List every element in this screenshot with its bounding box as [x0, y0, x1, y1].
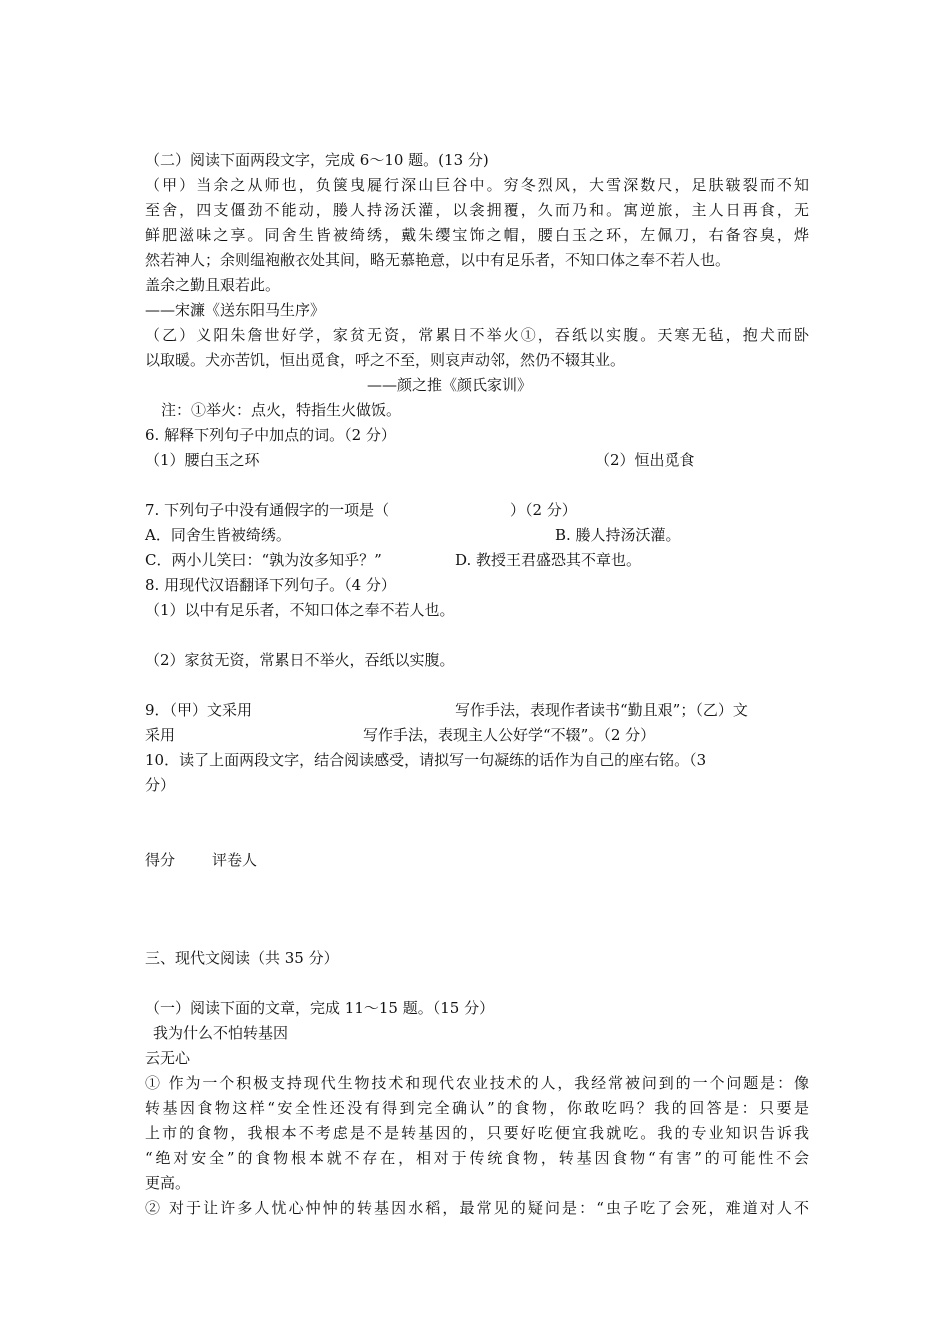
question-8-item-1: （1）以中有足乐者，不知口体之奉不若人也。: [145, 601, 455, 619]
passage-jia-line: 至舍，四支僵劲不能动，媵人持汤沃灌，以衾拥覆，久而乃和。寓逆旅，主人日再食，无: [145, 201, 809, 219]
passage-jia-line: 盖余之勤且艰若此。: [145, 276, 281, 294]
question-6: 6. 解释下列句子中加点的词。（2 分）: [145, 426, 396, 444]
question-9-part-1: 9．（甲）文采用: [145, 701, 253, 719]
question-7-option-a: A．同舍生皆被绮绣。: [145, 526, 291, 544]
passage-jia-line: 鲜肥滋味之享。同舍生皆被绮绣，戴朱缨宝饰之帽，腰白玉之环，左佩刀，右备容臭，烨: [145, 226, 809, 244]
question-6-item-1: （1）腰白玉之环: [145, 451, 260, 469]
question-8: 8. 用现代汉语翻译下列句子。（4 分）: [145, 576, 396, 594]
article-paragraph-line: ① 作为一个积极支持现代生物技术和现代农业技术的人，我经常被问到的一个问题是：像: [145, 1074, 809, 1092]
passage-jia-line: （甲）当余之从师也，负箧曳屣行深山巨谷中。穷冬烈风，大雪深数尺，足肤皲裂而不知: [145, 176, 809, 194]
footnote: 注：①举火：点火，特指生火做饭。: [161, 401, 402, 419]
passage-yi-line: （乙）义阳朱詹世好学，家贫无资，常累日不举火①，吞纸以实腹。天寒无毡，抱犬而卧: [145, 326, 809, 344]
passage-yi-source: ——颜之推《颜氏家训》: [367, 376, 533, 394]
passage-yi-line: 以取暖。犬亦苦饥，恒出觅食，呼之不至，则哀声动邻，然仍不辍其业。: [145, 351, 626, 369]
question-7-option-b: B. 媵人持汤沃灌。: [555, 526, 681, 544]
passage-jia-line: 然若神人；余则缊袍敝衣处其间，略无慕艳意，以中有足乐者，不知口体之奉不若人也。: [145, 251, 731, 269]
section-title: 三、现代文阅读（共 35 分）: [145, 949, 339, 967]
question-9-part-4: 写作手法，表现主人公好学“不辍”。（2 分）: [363, 726, 656, 744]
subsection-header: （一）阅读下面的文章，完成 11～15 题。（15 分）: [145, 999, 495, 1017]
article-paragraph-line: 转基因食物这样“安全性还没有得到完全确认”的食物，你敢吃吗？我的回答是：只要是: [145, 1099, 809, 1117]
question-10: 10．读了上面两段文字，结合阅读感受，请拟写一句凝练的话作为自己的座右铭。（3: [145, 751, 707, 769]
question-7-score: ）（2 分）: [510, 501, 577, 519]
article-paragraph-line: 上市的食物，我根本不考虑是不是转基因的，只要好吃便宜我就吃。我的专业知识告诉我: [145, 1124, 809, 1142]
article-paragraph-line: “绝对安全”的食物根本就不存在，相对于传统食物，转基因食物“有害”的可能性不会: [145, 1149, 809, 1167]
question-9-part-3: 采用: [145, 726, 176, 744]
section-header: （二）阅读下面两段文字，完成 6～10 题。(13 分): [145, 151, 489, 169]
article-paragraph-line: 更高。: [145, 1174, 191, 1192]
question-6-item-2: （2）恒出觅食: [595, 451, 695, 469]
question-8-item-2: （2）家贫无资，常累日不举火，吞纸以实腹。: [145, 651, 455, 669]
passage-jia-source: ——宋濂《送东阳马生序》: [145, 301, 326, 319]
article-paragraph-line: ② 对于让许多人忧心忡忡的转基因水稻，最常见的疑问是：“虫子吃了会死，难道对人不: [145, 1199, 809, 1217]
grader-label: 评卷人: [212, 851, 258, 869]
question-10-cont: 分）: [145, 776, 176, 794]
question-7-option-d: D. 教授王君盛恐其不章也。: [455, 551, 642, 569]
question-7-stem: 7. 下列句子中没有通假字的一项是（: [145, 501, 390, 519]
article-title: 我为什么不怕转基因: [153, 1024, 289, 1042]
score-label: 得分: [145, 851, 176, 869]
question-9-part-2: 写作手法，表现作者读书“勤且艰”；（乙）文: [455, 701, 748, 719]
article-author: 云无心: [145, 1049, 191, 1067]
question-7-option-c: C．两小儿笑曰：“孰为汝多知乎？”: [145, 551, 382, 569]
